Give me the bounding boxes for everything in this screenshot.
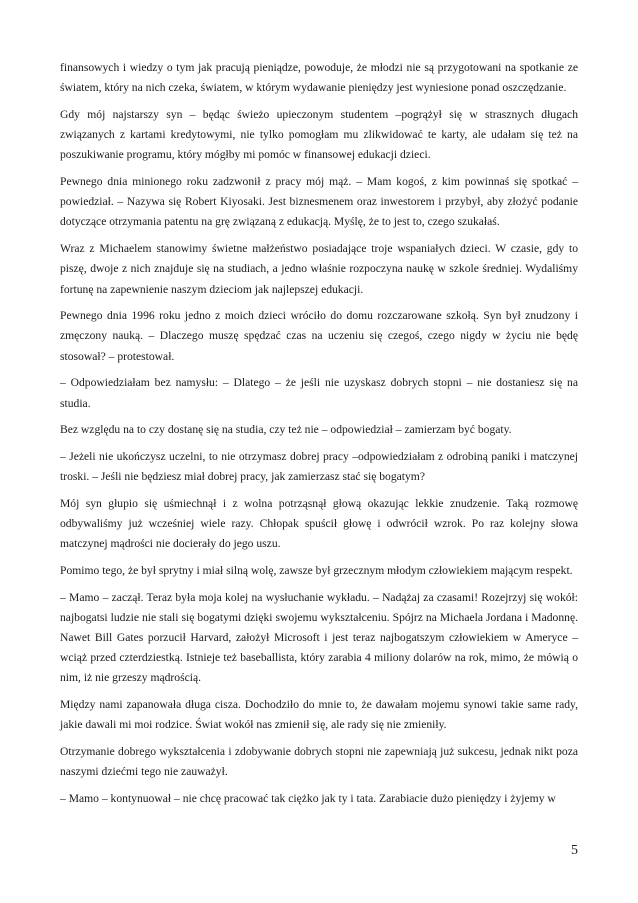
paragraph-5: Pewnego dnia 1996 roku jedno z moich dzieci wróciło do domu rozczarowane szkołą. Syn był znudzony i zmęczony nauką. – Dlaczego muszę spędzać czas na uczeniu się czegoś, czego nigdy w życiu nie będę stosował? – protestował. xyxy=(60,309,578,363)
paragraph-8: – Jeżeli nie ukończysz uczelni, to nie otrzymasz dobrej pracy –odpowiedziałam z odrobiną paniki i matczynej troski. – Jeśli nie będziesz miał dobrej pracy, jak zamierzasz stać się bogatym? xyxy=(60,449,578,484)
paragraph-12: Między nami zapanowała długa cisza. Dochodziło do mnie to, że dawałam mojemu synowi takie same rady, jakie dawali mi moi rodzice. Świat wokół nas zmienił się, ale rady się nie zmieniły. xyxy=(60,698,578,732)
paragraph-2: Gdy mój najstarszy syn – będąc świeżo upieczonym studentem –pogrążył się w strasznych długach związanych z kartami kredytowymi, nie tylko pomogłam mu zlikwidować te karty, ale udałam się też na poszukiwanie programu, który mógłby mi pomóc w finansowej edukacji dzieci. xyxy=(60,107,578,162)
page-body xyxy=(60,58,578,816)
paragraph-11: – Mamo – zaczął. Teraz była moja kolej na wysłuchanie wykładu. – Nadążaj za czasami! Rozejrzyj się wokół: najbogatsi ludzie nie stali się bogatymi dzięki swojemu wykształceniu. Spójrz na Michaela Jordana i Madonnę. Nawet Bill Gates porzucił Harvard, założył Microsoft i jest teraz najbogatszym człowiekiem w Ameryce – wciąż przed czterdziestką. Istnieje też baseballista, który zarabia 4 miliony dolarów na rok, mimo, że mówią o nim, iż nie grzeszy mądrością. xyxy=(60,590,578,685)
paragraph-4: Wraz z Michaelem stanowimy świetne małżeństwo posiadające troje wspaniałych dzieci. W czasie, gdy to piszę, dwoje z nich znajduje się na studiach, a jedno właśnie rozpoczyna naukę w szkole średniej. Wydaliśmy fortunę na zapewnienie naszym dzieciom jak najlepszej edukacji. xyxy=(60,242,578,296)
paragraph-10: Pomimo tego, że był sprytny i miał silną wolę, zawsze był grzecznym młodym człowiekiem mającym respekt. xyxy=(60,563,573,577)
paragraph-3: Pewnego dnia minionego roku zadzwonił z pracy mój mąż. – Mam kogoś, z kim powinnaś się spotkać – powiedział. – Nazywa się Robert Kiyosaki. Jest biznesmenem oraz inwestorem i przybył, aby złożyć podanie dotyczące otrzymania patentu na grę związaną z edukacją. Myślę, że to jest to, czego szukałaś. xyxy=(60,175,578,229)
paragraph-9: Mój syn głupio się uśmiechnął i z wolna potrząsnął głową okazując lekkie znudzenie. Taką rozmowę odbywaliśmy już wcześniej wiele razy. Chłopak spuścił głowę i odwrócił wzrok. Po raz kolejny słowa matczynej mądrości nie docierały do jego uszu. xyxy=(60,496,578,551)
paragraph-7: Bez względu na to czy dostanę się na studia, czy też nie – odpowiedział – zamierzam być bogaty. xyxy=(60,423,512,437)
paragraph-13: Otrzymanie dobrego wykształcenia i zdobywanie dobrych stopni nie zapewniają już sukcesu, jednak nikt poza naszymi dziećmi tego nie zauważył. xyxy=(60,745,578,779)
paragraph-14: – Mamo – kontynuował – nie chcę pracować tak ciężko jak ty i tata. Zarabiacie dużo pieniędzy i żyjemy w xyxy=(60,792,556,805)
page-number: 5 xyxy=(571,843,578,858)
paragraph-1: finansowych i wiedzy o tym jak pracują pieniądze, powoduje, że młodzi nie są przygotowani na spotkanie ze światem, który na nich czeka, światem, w którym wydawanie pieniędzy jest wyniesione ponad oszczędzanie. xyxy=(60,61,578,95)
paragraph-6: – Odpowiedziałam bez namysłu: – Dlatego – że jeśli nie uzyskasz dobrych stopni – nie dostaniesz się na studia. xyxy=(60,376,578,410)
